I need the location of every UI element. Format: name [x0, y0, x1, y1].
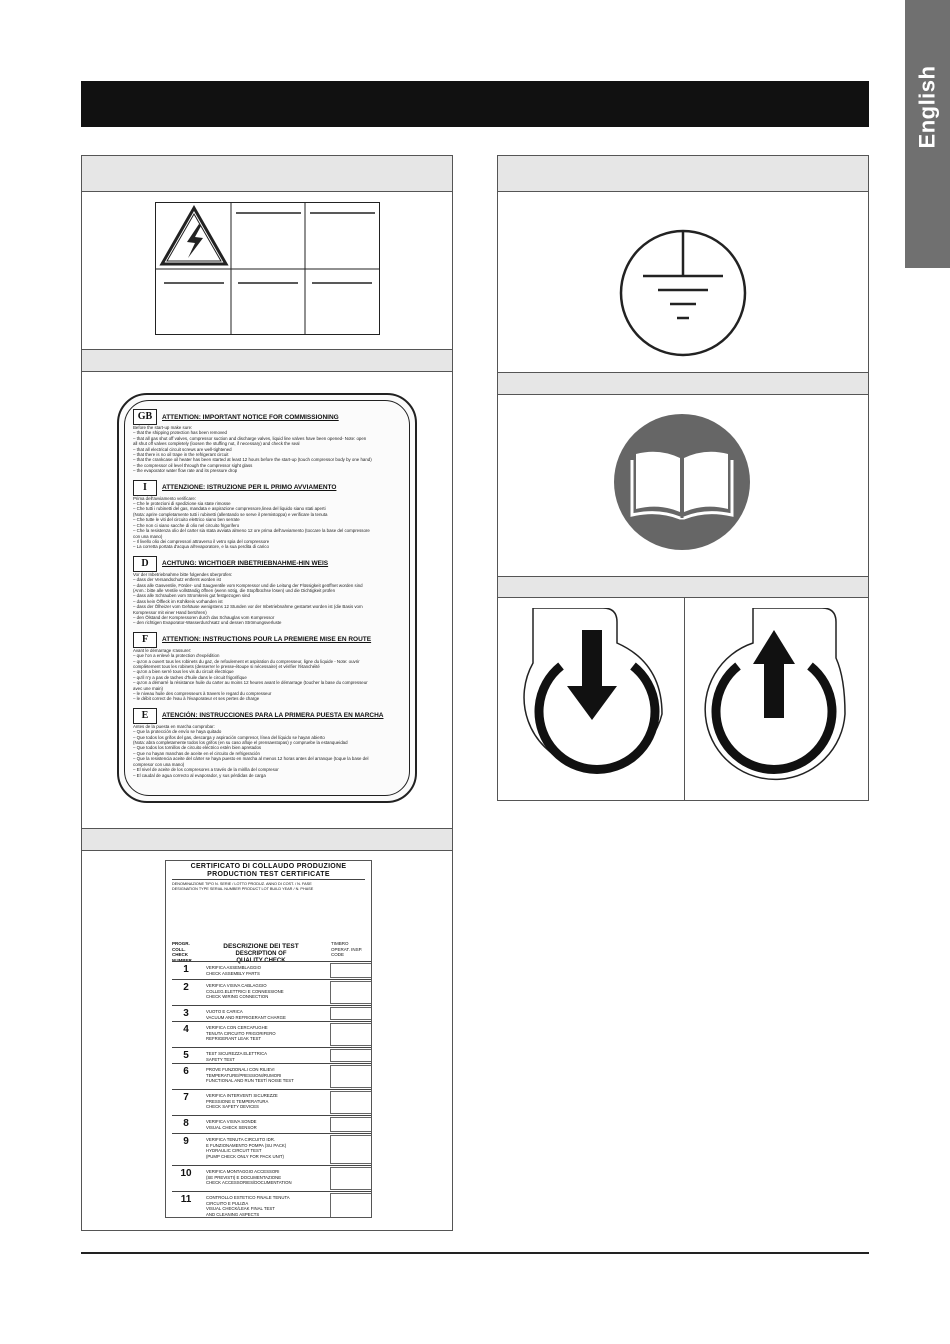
- notice-line: – Il livello olio dei compressori attraverso il vetro spia del compressore: [133, 538, 270, 544]
- left-separator-2: [82, 828, 452, 851]
- certificate-row-description: TEST SICUREZZA ELETTRICA SAFETY TEST: [206, 1051, 268, 1062]
- notice-section: [133, 708, 401, 778]
- left-panel-header: [82, 156, 452, 192]
- production-test-certificate: [165, 860, 372, 1218]
- notice-line: – the evaporator water flow rate and its pressure drop: [133, 468, 238, 474]
- certificate-row: [172, 1063, 371, 1089]
- certificate-row-description: VERIFICA VISIVA CABLAGGIO COLLEG.ELETTRICI E CONNESSIONE CHECK WIRING CONNECTION: [206, 983, 284, 1000]
- notice-line: – qu'on a ouvert tous les robinets du gaz, de refoulement et aspiration du compresseur, ligne du liquide - Note: ouvrir: [133, 658, 360, 664]
- certificate-row: [172, 961, 371, 979]
- right-panel-header: [498, 156, 868, 192]
- notice-line: – Que la resistencia aceite del cárter se haya puesto en marcha al menos 12 horas antes del arranque (toque la base del: [133, 756, 369, 762]
- certificate-row: [172, 1165, 371, 1191]
- certificate-stamp-box: [330, 1135, 372, 1164]
- power-down-arrow-icon: [521, 608, 663, 788]
- notice-section-title: ATENCIÓN: INSTRUCCIONES PARA LA PRIMERA PUESTA EN MARCHA: [162, 712, 384, 720]
- right-separator-2: [498, 576, 868, 598]
- notice-line: – dass der Ölheizer vom Gehäuse wenigstens 12 Stunden vor der Inbetriebnahme gestartet worden ist (die Basis vom: [133, 604, 363, 610]
- notice-section-title: ACHTUNG: WICHTIGER INBETRIEBNAHME-HIN WEIS: [162, 560, 329, 568]
- certificate-row-number: 9: [183, 1136, 189, 1147]
- notice-line: – qu'on a bien serré tous les vis du circuit électrique: [133, 669, 234, 675]
- notice-line: – La corretta portata d'acqua all'evaporatore, e la sua perdita di carico: [133, 544, 269, 550]
- language-label: English: [914, 65, 940, 149]
- notice-line: – den richtigen Evaporator-Wasserdurchsatz und dessen Strömungsverluste: [133, 620, 282, 626]
- right-vertical-divider: [684, 598, 685, 800]
- certificate-column-desc-it: DESCRIZIONE DEI TEST: [223, 943, 299, 950]
- notice-line: – dass kein Ölfleck im Kühlkreis vorhanden ist: [133, 598, 223, 604]
- notice-line: – que l'on a enlevé la protection d'expédition: [133, 653, 220, 659]
- notice-line: all shut off valves completely (loosen the stuffing nut, if necessary) and check the seal: [133, 441, 300, 447]
- notice-line: Prima dell'avviamento verificare:: [133, 495, 197, 501]
- certificate-title-it: CERTIFICATO DI COLLAUDO PRODUZIONE: [190, 863, 347, 870]
- notice-content: [124, 400, 410, 796]
- notice-section: [133, 480, 401, 550]
- certificate-stamp-box: [330, 1065, 372, 1088]
- notice-line: – that there is no oil trape in the refrigerant circuit: [133, 452, 229, 458]
- certificate-row: [172, 1047, 371, 1063]
- notice-section: [133, 409, 401, 474]
- notice-line: avec une main): [133, 685, 164, 691]
- certificate-row-number: 7: [183, 1092, 189, 1103]
- notice-section-title: ATTENTION: INSTRUCTIONS POUR LA PREMIERE MISE EN ROUTE: [162, 636, 372, 644]
- certificate-stamp-box: [330, 1167, 372, 1190]
- notice-language-code: D: [133, 556, 157, 572]
- notice-line: – Che non ci siano sacche di olio nel circuito frigorifero: [133, 522, 240, 528]
- certificate-row: [172, 1133, 371, 1165]
- certificate-row-number: 6: [183, 1066, 189, 1077]
- certificate-stamp-box: [330, 1193, 372, 1218]
- notice-line: – Que la protección de envío se haya quitado: [133, 729, 222, 735]
- notice-section-header: [133, 632, 401, 648]
- certificate-row-number: 4: [183, 1024, 189, 1035]
- notice-language-code: E: [133, 708, 157, 724]
- notice-section-header: [133, 480, 401, 496]
- notice-line: – qu'on a démarré la résistance huile du carter au moins 12 heures avant le démarrage (toucher la base du compresseur: [133, 680, 368, 686]
- certificate-row-description: VERIFICA INTERVENTI SICUREZZE PRESSIONE E TEMPERATURA CHECK SAFETY DEVICES: [206, 1093, 278, 1110]
- certificate-meta-en: DESIGNATION TYPE SERIAL NUMBER PRODUCT LOT BUILD YEAR / N. PHASE: [172, 886, 314, 891]
- notice-section: [133, 556, 401, 626]
- certificate-row-description: VERIFICA MONTAGGIO ACCESSORI (SE PREVISTI) E DOCUMENTAZIONE CHECK ACCESSORIES/DOCUMENTATION: [206, 1169, 292, 1186]
- certificate-row-description: VERIFICA CON CERCAFUGHE TENUTA CIRCUITO FRIGORIFERO REFRIGERANT LEAK TEST: [206, 1025, 276, 1042]
- notice-line: (Nota: aprire completamente tutti i rubinetti (allentando se serve il premistoppa) e verificare la tenuta: [133, 511, 328, 517]
- notice-line: – Che la resistenza olio del carter sia stata avviata almeno 12 ore prima dell'avviamento (toccare la base del compressore: [133, 528, 370, 534]
- notice-line: (Anm.: bitte alle Ventile vollständig öffnen (wenn nötig, die Stopfbüchse lösen) und die Dichtigkeit prüfen: [133, 587, 336, 593]
- notice-line: – Che tutti i rubinetti del gas, mandata e aspirazione compressore,linea del liquido siano stati aperti: [133, 506, 326, 512]
- notice-line: con una mano): [133, 533, 163, 539]
- notice-line: – Que todos los tornillos de circuito eléctrico estén bien apretados: [133, 745, 262, 751]
- certificate-row: [172, 1005, 371, 1021]
- notice-section-header: [133, 409, 401, 425]
- certificate-row: [172, 1021, 371, 1047]
- electric-hazard-icon: [159, 205, 229, 267]
- notice-section-header: [133, 556, 401, 572]
- notice-line: – the compressor oil level through the compressor sight glass: [133, 462, 253, 468]
- notice-line: – that all electrical circuit screws are well-tightened: [133, 446, 232, 452]
- certificate-row-number: 11: [180, 1194, 192, 1205]
- certificate-column-stamp: TIMBRO OPERAT. INSP. CODE: [331, 941, 363, 957]
- notice-section: [133, 632, 401, 702]
- certificate-row-number: 5: [183, 1050, 189, 1061]
- notice-line: – dass alle Gasventile, Förder- und Saugventile vom Kompressor und die Leitung der Flüssigkeit geöffnet worden sind: [133, 582, 363, 588]
- certificate-column-desc-en: DESCRIPTION OF QUALITY CHECK: [235, 951, 287, 964]
- certificate-row-number: 10: [180, 1168, 192, 1179]
- certificate-stamp-box: [330, 963, 372, 978]
- notice-line: – den Ölstand der Kompressoren durch das Schauglas vom Kompressor: [133, 614, 275, 620]
- notice-line: Antes de la puesta en marcha comprobar:: [133, 723, 215, 729]
- footer-rule: [81, 1252, 869, 1254]
- high-voltage-label: [155, 202, 380, 335]
- notice-line: Vor der Inbetriebnahme bitte folgendes überprüfen:: [133, 571, 233, 577]
- read-manual-icon: [614, 414, 750, 550]
- certificate-row: [172, 1115, 371, 1133]
- left-separator-1: [82, 349, 452, 372]
- notice-line: – dass der Versandschutz entfernt worden ist: [133, 577, 221, 583]
- power-up-arrow-icon: [704, 608, 846, 788]
- certificate-row-description: CONTROLLO ESTETICO FINALE TENUTA CIRCUITO E PULIZIA VISUAL CHECK/LEAK FINAL TEST AND CLEANING ASPECTS: [206, 1195, 290, 1217]
- notice-section-header: [133, 708, 401, 724]
- notice-line: Avant le démarrage s'assurer:: [133, 647, 192, 653]
- section-title-bar: [81, 81, 869, 127]
- notice-section-title: ATTENTION: IMPORTANT NOTICE FOR COMMISSIONING: [162, 413, 339, 421]
- certificate-row: [172, 1191, 371, 1218]
- certificate-stamp-box: [330, 1049, 372, 1062]
- notice-line: – Que no hayan manchas de aceite en el circuito de refrigeración: [133, 750, 260, 756]
- certificate-stamp-box: [330, 981, 372, 1004]
- certificate-title-en: PRODUCTION TEST CERTIFICATE: [172, 871, 365, 880]
- notice-line: – le débit correct de l'eau à l'évaporateur et ses pertes de charge: [133, 696, 260, 702]
- notice-line: (Nota: abra completamente todos los grifos (en su caso afloje el prensaestopas) y compruebe la estanqueidad: [133, 740, 348, 746]
- certificate-stamp-box: [330, 1007, 372, 1020]
- notice-language-code: I: [133, 480, 157, 496]
- notice-section-title: ATTENZIONE: ISTRUZIONE PER IL PRIMO AVVIAMENTO: [162, 484, 337, 492]
- certificate-row-number: 1: [183, 964, 189, 975]
- certificate-row-number: 8: [183, 1118, 189, 1129]
- certificate-row-description: PROVE FUNZIONALI CON RILIEVI TEMPERATURE/PRESSIONI/RUMORI FUNCTIONAL AND RUN TEST/ NOISE TEST: [206, 1067, 294, 1084]
- protective-earth-icon: [618, 228, 748, 358]
- certificate-stamp-box: [330, 1091, 372, 1114]
- right-separator-1: [498, 372, 868, 395]
- notice-line: Before the start-up make sure:: [133, 425, 193, 430]
- certificate-row-description: VUOTO E CARICA VACUUM AND REFRIGERANT CHARGE: [206, 1009, 286, 1020]
- certificate-stamp-box: [330, 1023, 372, 1046]
- commissioning-notice-label: [117, 393, 417, 803]
- notice-line: – that the shipping protection has been removed: [133, 430, 227, 436]
- notice-line: – Que todos los grifos del gas, descarga y aspiración compresor, línea del líquido se hayan abierto: [133, 734, 325, 740]
- notice-line: – dass alle Schrauben vom Stromkreis gut festgezogen sind: [133, 593, 250, 599]
- notice-line: – le niveau huile des compresseurs à travers le regard du compresseur: [133, 691, 272, 697]
- notice-line: – that the crankcase oil heater has been started at least 12 hours before the start-up (touch compressor body by one hand): [133, 457, 372, 463]
- notice-line: – El caudal de agua correcto al evaporador, y sus pérdidas de carga: [133, 772, 266, 778]
- notice-line: compresor con una mano): [133, 761, 185, 767]
- notice-line: Kompressor mit einer Hand berühren): [133, 609, 207, 615]
- notice-line: – Che le protezioni di spedizione sia state rimosse: [133, 501, 231, 507]
- notice-line: – that all gas shut off valves, compressor suction and discharge valves, liquid line valves have been opened- Note: open: [133, 435, 367, 441]
- certificate-row-number: 3: [183, 1008, 189, 1019]
- notice-language-code: F: [133, 632, 157, 648]
- certificate-meta-it: DENOMINAZIONE TIPO N. SERIE / LOTTO PRODUZ. ANNO DI COST. / N. FASE: [172, 882, 312, 886]
- certificate-row-description: VERIFICA VISIVA SONDE VISUAL CHECK SENSOR: [206, 1119, 257, 1130]
- certificate-row-number: 2: [183, 982, 189, 993]
- certificate-row: [172, 1089, 371, 1115]
- notice-language-code: GB: [133, 409, 157, 425]
- certificate-row-description: VERIFICA ASSEMBLAGGIO CHECK ASSEMBLY PARTS: [206, 965, 261, 976]
- notice-line: – El nivel de aceite de los compresores a través de la mirilla del compresor: [133, 767, 279, 773]
- notice-line: – Che tutte le viti del circuito elettrico siano ben serrate: [133, 517, 240, 523]
- certificate-column-number: PROGR. COLL. CHECK NUMBER: [172, 941, 192, 963]
- certificate-stamp-box: [330, 1117, 372, 1132]
- language-tab: [905, 0, 950, 268]
- notice-line: complètement tous les robinets (desserrer le presse-étoupe si nécessaire) et vérifier l'étanchéité: [133, 664, 320, 669]
- certificate-row: [172, 979, 371, 1005]
- notice-line: – qu'il n'y a pas de taches d'huile dans le circuit frigorifique: [133, 674, 247, 680]
- certificate-row-description: VERIFICA TENUTA CIRCUITO IDR. E FUNZIONAMENTO POMPA (SU PACK) HYDRAULIC CIRCUIT TEST (PUMP CHECK ONLY FOR PACK UNIT): [206, 1137, 287, 1159]
